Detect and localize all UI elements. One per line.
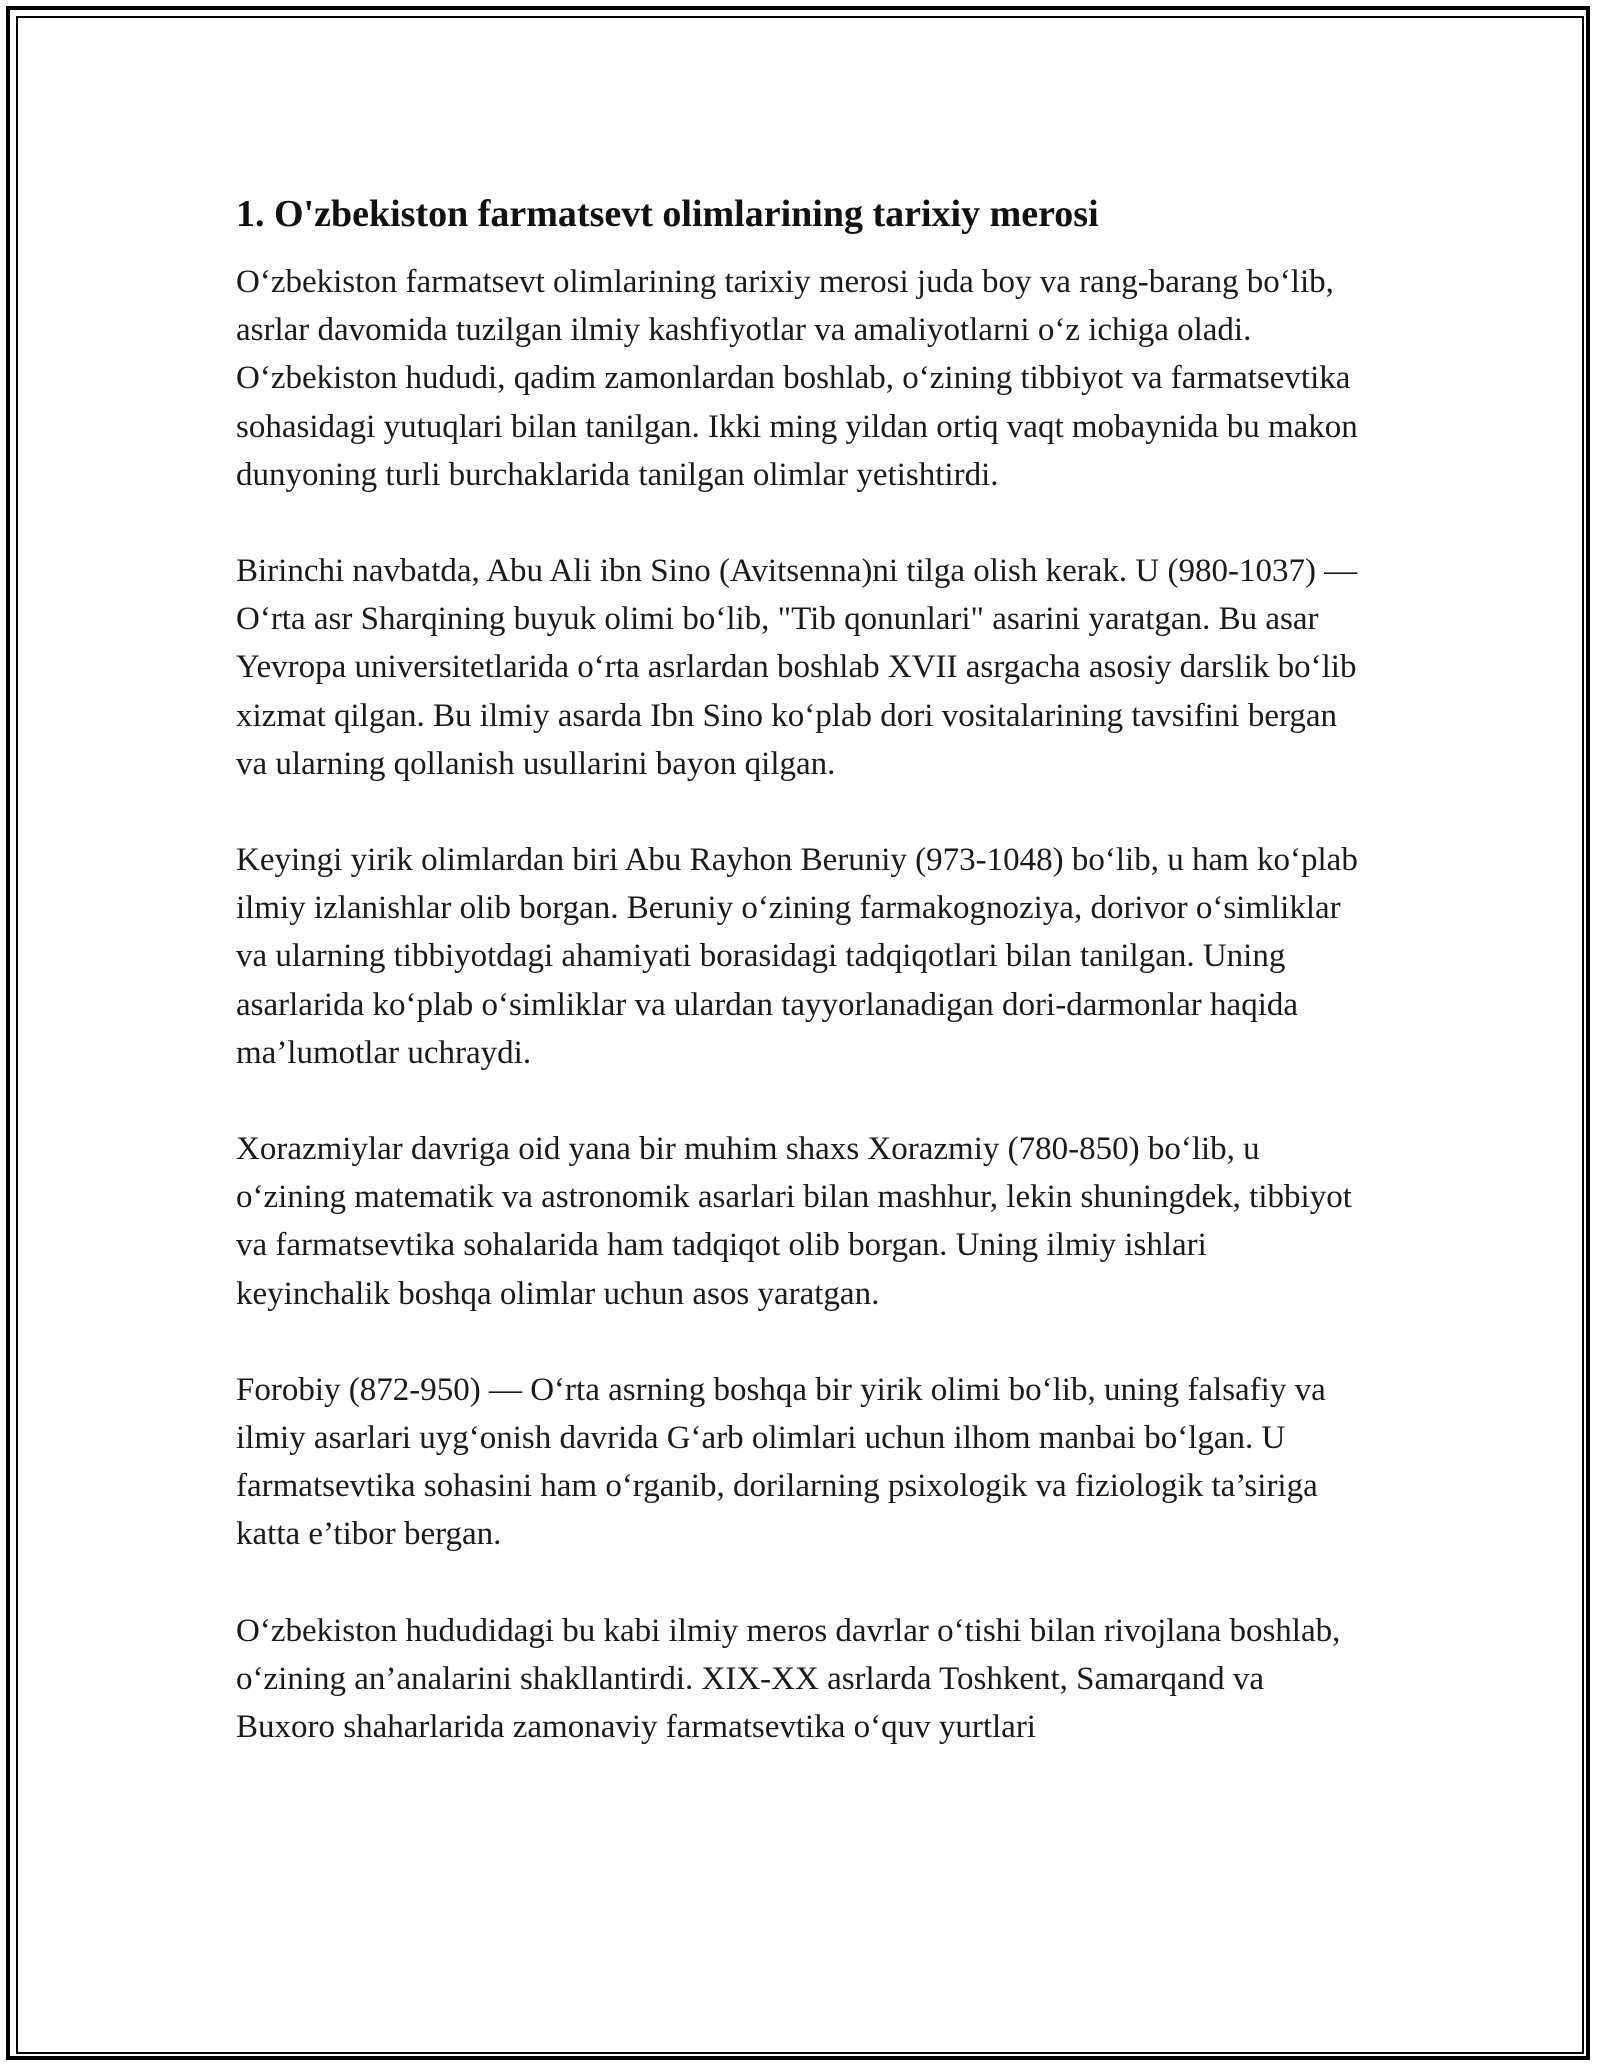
document-body — [236, 186, 1364, 1799]
paragraph-beruniy: Keyingi yirik olimlardan biri Abu Rayhon Beruniy (973-1048) bo‘lib, u ham ko‘plab ilmiy izlanishlar olib borgan. Beruniy o‘zining farmakognoziya, dorivor o‘simliklar va ularning tibbiyotdagi ahamiyati borasidagi tadqiqotlari bilan tanilgan. Uning asarlarida ko‘plab o‘simliklar va ulardan tayyorlanadigan dori-darmonlar haqida ma’lumotlar uchraydi. — [236, 842, 1358, 1071]
paragraph-forobiy: Forobiy (872-950) — O‘rta asrning boshqa bir yirik olimi bo‘lib, uning falsafiy va ilmiy asarlari uyg‘onish davrida G‘arb olimlari uchun ilhom manbai bo‘lgan. U farmatsevtika sohasini ham o‘rganib, dorilarning psixologik va fiziologik ta’siriga katta e’tibor bergan. — [236, 1371, 1326, 1553]
paragraph-modern-heritage: O‘zbekiston hududidagi bu kabi ilmiy meros davrlar o‘tishi bilan rivojlana boshlab, o‘zining an’analarini shakllantirdi. XIX-XX asrlarda Toshkent, Samarqand va Buxoro shaharlarida zamonaviy farmatsevtika o‘quv yurtlari — [236, 1612, 1341, 1746]
paragraph-ibn-sino: Birinchi navbatda, Abu Ali ibn Sino (Avitsenna)ni tilga olish kerak. U (980-1037) — O‘rta asr Sharqining buyuk olimi bo‘lib, "Tib qonunlari" asarini yaratgan. Bu asar Yevropa universitetlarida o‘rta asrlardan boshlab XVII asrgacha asosiy darslik bo‘lib xizmat qilgan. Bu ilmiy asarda Ibn Sino ko‘plab dori vositalarining tavsifini bergan va ularning qollanish usullarini bayon qilgan. — [236, 553, 1358, 782]
paragraph-xorazmiy: Xorazmiylar davriga oid yana bir muhim shaxs Xorazmiy (780-850) bo‘lib, u o‘zining matematik va astronomik asarlari bilan mashhur, lekin shuningdek, tibbiyot va farmatsevtika sohalarida ham tadqiqot olib borgan. Uning ilmiy ishlari keyinchalik boshqa olimlar uchun asos yaratgan. — [236, 1131, 1352, 1312]
paragraph-heritage-intro: O‘zbekiston farmatsevt olimlarining tarixiy merosi juda boy va rang-barang bo‘lib, asrlar davomida tuzilgan ilmiy kashfiyotlar va amaliyotlarni o‘z ichiga oladi. O‘zbekiston hududi, qadim zamonlardan boshlab, o‘zining tibbiyot va farmatsevtika sohasidagi yutuqlari bilan tanilgan. Ikki ming yildan ortiq vaqt mobaynida bu makon dunyoning turli burchaklarida tanilgan olimlar yetishtirdi. — [236, 264, 1358, 493]
section-heading: 1. O'zbekiston farmatsevt olimlarining tarixiy merosi — [236, 193, 1099, 235]
